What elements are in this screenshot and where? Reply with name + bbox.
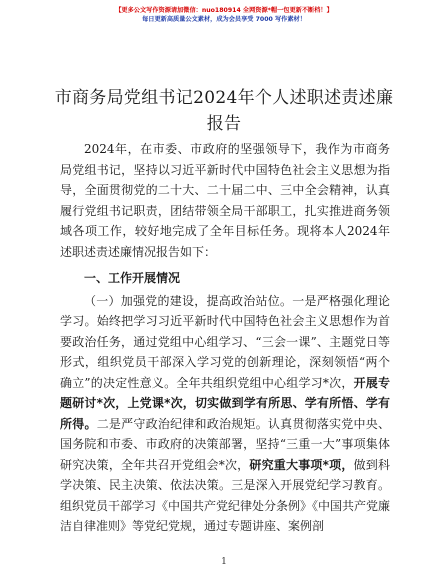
document-body xyxy=(60,139,390,537)
paragraph-text: 做到科学决策、民主决策、依法决策。三是深入开展党纪学习教育。组织党员干部学习《中国共产党纪律处分条例》《中国共产党廉洁自律准则》等党纪党规，通过专题讲座、案例剖 xyxy=(60,457,391,533)
page-number: 1 xyxy=(221,557,227,567)
section-heading: 一、工作开展情况 xyxy=(84,271,181,285)
paragraph-text: （一）加强党的建设，提高政治站位。一是严格强化理论学习。始终把学习习近平新时代中国特色社会主义思想作为首要政治任务，通过党组中心组学习、“三会一课”、主题党日等形式，组织党员干部深入学习党的创新理论，深刻领悟“两个确立”的决定性意义。全年共组织党组中心组学习*次， xyxy=(60,293,390,390)
promo-line-1: 【更多公文写作资源请加微信：nuo180914 全网资源*帽一包更新不断档！】 xyxy=(115,7,333,14)
promo-banner xyxy=(0,6,448,24)
document-title: 市商务局党组书记2024年个人述职述责述廉报告 xyxy=(54,88,394,134)
body-paragraph xyxy=(60,291,390,537)
promo-line-2: 每日更新高质量公文素材，成为会员享受 7000 写作素材！ xyxy=(142,16,306,23)
bold-text: 开展专题研讨*次，上党课*次，切实做到学有所思、学有所悟、学有所得。 xyxy=(60,375,390,431)
paragraph-text: 二是严守政治纪律和政治规矩。认真贯彻落实党中央、国务院和市委、市政府的决策部署，坚持“三重一大”事项集体研究决策，全年共召开党组会*次， xyxy=(60,416,390,472)
intro-paragraph: 2024年，在市委、市政府的坚强领导下，我作为市商务局党组书记，坚持以习近平新时代中国特色社会主义思想为指导，全面贯彻党的二十大、二十届二中、三中全会精神，认真履行党组书记职责，团结带领全局干部职工，扎实推进商务领域各项工作，较好地完成了全年目标任务。现将本人2024年述职述责述廉情况报告如下： xyxy=(60,142,390,259)
bold-text: 研究重大事项*项， xyxy=(249,457,354,472)
